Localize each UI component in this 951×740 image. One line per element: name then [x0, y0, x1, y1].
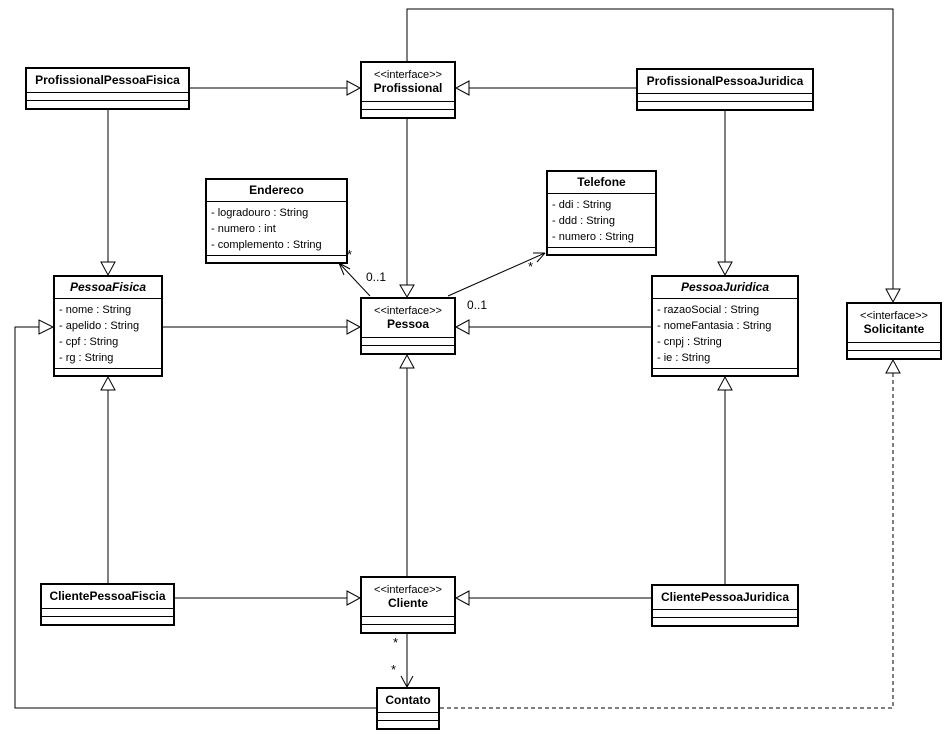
class-name: PessoaFisica [69, 280, 147, 294]
attribute: - rg : String [59, 352, 114, 364]
edge-clientepessoajuridica-pessoajuridica [718, 377, 732, 584]
attribute: - razaoSocial : String [657, 304, 760, 316]
operations-compartment [207, 255, 346, 263]
edge-contato-pessoafisica [15, 320, 376, 708]
class-pessoa-fisica [53, 275, 163, 377]
attribute: - ddi : String [552, 199, 612, 211]
class-name: ProfissionalPessoaFisica [35, 73, 180, 87]
operations-compartment [55, 368, 161, 376]
edge-clientepessoafiscia-pessoafisica [101, 377, 115, 583]
class-name: Pessoa [386, 317, 430, 331]
attributes-compartment [653, 609, 797, 617]
edge-pessoajuridica-pessoa [456, 320, 651, 334]
attribute: - ddd : String [552, 215, 615, 227]
stereotype-label: <<interface>> [860, 310, 928, 322]
operations-compartment [653, 368, 797, 376]
operations-compartment [653, 617, 797, 625]
interface-cliente [360, 576, 456, 634]
attributes-compartment [27, 92, 188, 100]
class-name: Endereco [249, 183, 304, 197]
class-name: PessoaJuridica [680, 280, 770, 294]
class-pessoa-juridica [651, 275, 799, 377]
interface-profissional [360, 61, 456, 119]
class-telefone [546, 170, 657, 256]
multiplicity-telefone-zero-one: 0..1 [467, 298, 488, 312]
edge-cliente-contato [401, 634, 413, 687]
edge-clientepessoafiscia-cliente [175, 591, 360, 605]
operations-compartment [362, 624, 454, 632]
class-contato [376, 687, 440, 730]
attribute: - apelido : String [59, 320, 140, 332]
operations-compartment [362, 109, 454, 117]
attribute: - complemento : String [211, 239, 322, 251]
operations-compartment [548, 247, 655, 255]
operations-compartment [27, 100, 188, 108]
attribute: - nome : String [59, 304, 132, 316]
class-profissional-pessoa-fisica [25, 67, 190, 110]
edge-pessoafisica-pessoa [163, 320, 360, 334]
attributes-compartment [548, 193, 655, 247]
interface-pessoa [360, 297, 456, 355]
multiplicity-endereco-zero-one: 0..1 [366, 270, 387, 284]
class-name: ProfissionalPessoaJuridica [646, 74, 804, 88]
class-name: Telefone [577, 175, 626, 189]
class-endereco [205, 178, 348, 264]
edge-profissional-solicitante [407, 9, 900, 302]
interface-solicitante [846, 302, 942, 360]
edge-clientepessoajuridica-cliente [456, 591, 651, 605]
multiplicity-telefone-star: * [528, 259, 534, 274]
attributes-compartment [362, 337, 454, 345]
multiplicity-contato-contato-end: * [391, 662, 397, 677]
multiplicity-endereco-star: * [347, 247, 353, 262]
attribute: - cpf : String [59, 336, 119, 348]
class-name: Solicitante [863, 322, 925, 336]
edge-contato-solicitante [440, 360, 900, 708]
edge-profissionalpessoajuridica-pessoajuridica [718, 111, 732, 275]
class-profissional-pessoa-juridica [636, 68, 814, 111]
operations-compartment [362, 345, 454, 353]
attribute: - ie : String [657, 352, 711, 364]
attribute: - cnpj : String [657, 336, 722, 348]
class-name: Profissional [373, 81, 443, 95]
attributes-compartment [638, 93, 812, 101]
attributes-compartment [207, 201, 346, 255]
operations-compartment [42, 616, 173, 624]
edge-profissionalpessoafisica-profissional [190, 81, 360, 95]
stereotype-label: <<interface>> [374, 305, 442, 317]
operations-compartment [378, 720, 438, 728]
attributes-compartment [55, 298, 161, 368]
class-cliente-pessoa-fiscia [40, 583, 175, 626]
attribute: - numero : String [552, 231, 634, 243]
multiplicity-contato-cliente-end: * [393, 635, 399, 650]
stereotype-label: <<interface>> [374, 584, 442, 596]
attributes-compartment [362, 616, 454, 624]
class-name: ClientePessoaFiscia [49, 589, 166, 603]
edge-profissionalpessoafisica-pessoafisica [101, 110, 115, 275]
edge-profissional-pessoa [400, 119, 414, 297]
attribute: - nomeFantasia : String [657, 320, 772, 332]
class-name: ClientePessoaJuridica [660, 590, 790, 604]
stereotype-label: <<interface>> [374, 69, 442, 81]
attributes-compartment [653, 298, 797, 368]
attributes-compartment [378, 712, 438, 720]
class-cliente-pessoa-juridica [651, 584, 799, 627]
attributes-compartment [42, 608, 173, 616]
operations-compartment [638, 101, 812, 109]
attributes-compartment [848, 342, 940, 350]
attribute: - numero : int [211, 223, 276, 235]
class-name: Contato [385, 693, 431, 707]
class-name: Cliente [387, 596, 428, 610]
attributes-compartment [362, 101, 454, 109]
edge-cliente-pessoa [400, 355, 414, 576]
operations-compartment [848, 350, 940, 358]
attribute: - logradouro : String [211, 207, 309, 219]
edge-profissionalpessoajuridica-profissional [456, 81, 636, 95]
